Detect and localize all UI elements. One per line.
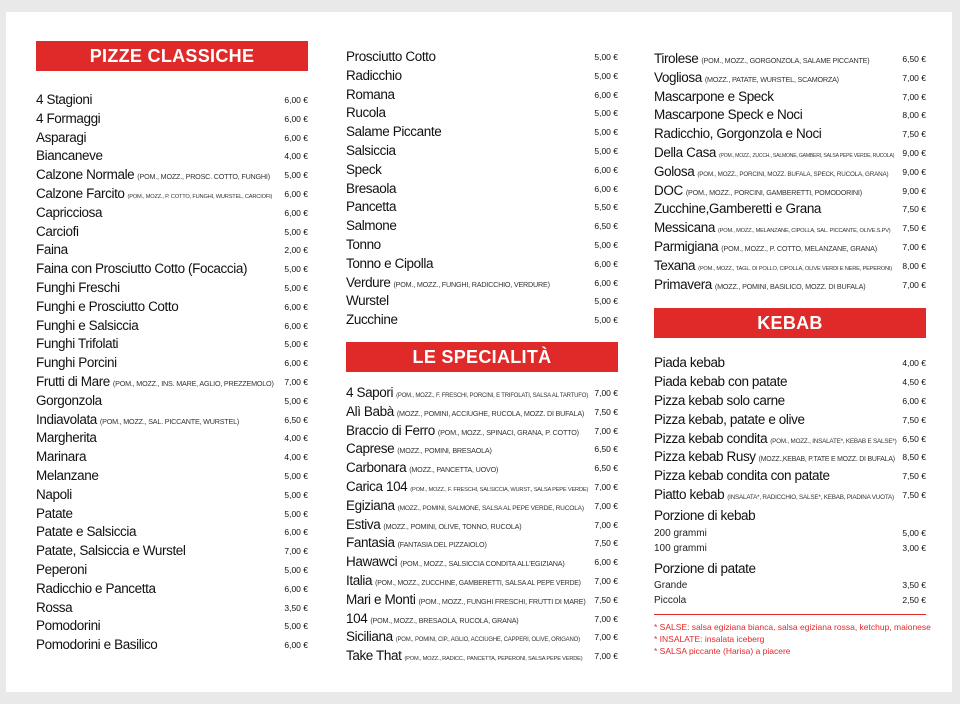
menu-item-description: (MOZZ., POMINI, SALMONE, SALSA AL PEPE VERDE, RUCOLA) [397,504,584,512]
note-salse: * SALSE: salsa egiziana bianca, salsa egiziana rossa, ketchup, maionese [654,622,931,633]
menu-item-price: 7,00 € [902,241,926,252]
menu-item-description: (POM., MOZZ., ZUCCHINE, GAMBERETTI, SALSA AL PEPE VERDE) [375,579,581,587]
menu-item-name: Funghi e Salsiccia [36,317,139,333]
menu-item-name: Marinara [36,449,87,465]
menu-item-price: 6,50 € [594,444,618,455]
menu-item-price: 5,00 € [284,170,308,181]
menu-item-price: 5,00 € [284,395,308,406]
menu-item [346,86,618,105]
menu-item-name: Mascarpone Speck e Noci [654,107,803,123]
menu-item-price: 6,00 € [284,132,308,143]
menu-item [36,429,308,448]
menu-item-name: Peperoni [36,561,87,577]
menu-item-price: 6,50 € [902,433,926,444]
menu-item-name: Funghi Trifolati [36,336,119,352]
menu-item [36,335,308,354]
menu-item-name: Biancaneve [36,148,103,164]
menu-item-name: Faina [36,242,68,258]
menu-item-price: 6,00 € [594,557,618,568]
menu-item-price: 7,50 € [902,471,926,482]
menu-item-description: (MOZZ., POMINI, ACCIUGHE, RUCOLA, MOZZ. DI BUFALA) [396,408,585,418]
menu-item-price: 5,00 € [284,282,308,293]
menu-item-name: Parmigiana [654,238,719,254]
menu-item [36,129,308,148]
kebab-list [654,354,926,504]
menu-item-name: Pizza kebab, patate e olive [654,411,805,427]
menu-item-description: (MOZZ., PANCETTA, UOVO) [409,465,499,475]
menu-item-name: Take That [346,648,402,664]
menu-item-name: Tirolese [654,51,699,66]
menu-item-price: 7,50 € [594,406,618,417]
menu-item-name: Tonno [346,236,381,252]
menu-item [654,373,926,392]
menu-item [36,110,308,129]
porzione-patate-title: Porzione di patate [654,560,756,576]
menu-item-price: 6,00 € [284,113,308,124]
pizze-classiche-continued-list [346,48,618,330]
menu-item-price: 5,00 € [284,508,308,519]
menu-item-price: 7,00 € [594,613,618,624]
menu-item-name: Patate, Salsiccia e Wurstel [36,543,186,559]
menu-item [346,516,618,535]
menu-item [36,599,308,618]
menu-item [346,478,618,497]
menu-item-price: 5,00 € [594,52,618,62]
menu-item-price: 4,50 € [902,377,926,388]
menu-item [654,219,926,238]
menu-item-name: Italia [346,572,373,588]
menu-item-price: 7,50 € [902,414,926,425]
menu-item-name: Alì Babà [346,403,394,419]
menu-item-description: (POM., MOZZ., RADICC., PANCETTA, PEPERONI, SALSA PEPE VERDE) [404,656,583,663]
menu-item-price: 6,00 € [284,95,308,105]
menu-item-name: 4 Formaggi [36,110,101,126]
menu-item-price: 9,00 € [902,147,926,158]
menu-sheet [6,12,952,692]
menu-item [346,104,618,123]
menu-item [346,236,618,255]
menu-item-price: 6,50 € [902,54,926,64]
menu-item-price: 7,00 € [902,72,926,83]
menu-item-name: DOC [654,182,683,198]
menu-item-name: Messicana [654,220,715,236]
menu-item-name: Asparagi [36,129,87,145]
menu-item [346,123,618,142]
menu-item-name: Egiziana [346,497,395,513]
menu-item-name: Radicchio [346,67,402,83]
menu-item-description: (POM., MOZZ., PORCINI, MOZZ. BUFALA, SPECK, RUCOLA, GRANA) [697,170,889,178]
porzione-patate-block [654,560,926,609]
menu-item [654,50,926,69]
menu-item-name: Rucola [346,105,386,121]
menu-item [346,591,618,610]
menu-item-price: 5,00 € [594,145,618,156]
menu-item-name: Vogliosa [654,69,702,85]
menu-item-price: 5,00 € [284,621,308,632]
menu-item-price: 7,00 € [902,279,926,290]
menu-item-name: Zucchine [346,312,398,328]
menu-item [36,241,308,260]
menu-item-name: Rossa [36,599,73,615]
menu-item-price: 4,00 € [284,452,308,463]
menu-item-description: (POM., MOZZ., FUNGHI, RADICCHIO, VERDURE) [393,279,550,289]
menu-item-name: Funghi Freschi [36,279,120,295]
column-left [36,12,308,655]
menu-item-description: (POM., MOZZ., INSALATE*, KEBAB E SALSE*) [770,437,897,445]
menu-item-price: 9,00 € [902,166,926,177]
menu-item-price: 7,50 € [594,594,618,605]
menu-item-price: 6,00 € [284,640,308,651]
menu-item-price: 7,50 € [902,223,926,234]
menu-item-description: (POM., POMINI, CIP., AGLIO, ACCIUGHE, CAPPERI, OLIVE, ORIGANO) [395,637,580,644]
menu-item [346,198,618,217]
menu-item [36,223,308,242]
menu-item-price: 6,00 € [284,301,308,312]
menu-item-name: Frutti di Mare [36,373,110,389]
menu-item-price: 7,00 € [594,519,618,530]
menu-item-name: Piatto kebab [654,486,725,502]
menu-item [654,238,926,257]
menu-item [654,163,926,182]
menu-item-name: Capricciosa [36,204,103,220]
menu-item [346,274,618,293]
menu-item-price: 7,00 € [594,651,618,662]
menu-item-price: 8,00 € [902,260,926,271]
menu-item-name: 104 [346,610,368,626]
menu-item-name: Pomodorini [36,618,101,634]
menu-item-name: Patate e Salsiccia [36,524,137,540]
menu-item-price: 6,50 € [594,221,618,232]
menu-item-price: 6,00 € [284,207,308,218]
menu-item [654,88,926,107]
menu-item-name: Radicchio, Gorgonzola e Noci [654,126,822,142]
menu-item [346,67,618,86]
menu-item [346,459,618,478]
section-banner-pizze-classiche: PIZZE CLASSICHE [36,41,308,71]
menu-item-description: (POM., MOZZ., BRESAOLA, RUCOLA, GRANA) [370,615,519,625]
menu-item-description: (POM., MOZZ., F. FRESCHI, SALSICCIA, WURST., SALSA PEPE VERDE) [410,486,589,493]
menu-item-price: 6,50 € [594,463,618,474]
menu-item-name: Mari e Monti [346,591,416,607]
menu-item [346,553,618,572]
menu-item [346,142,618,161]
menu-item-name: Faina con Prosciutto Cotto (Focaccia) [36,261,248,277]
section-banner-specialita: LE SPECIALITÀ [346,342,618,372]
menu-item [346,403,618,422]
menu-item [36,523,308,542]
menu-item-description: (POM., MOZZ., SALSICCIA CONDITA ALL'EGIZIANA) [400,559,565,569]
menu-item [346,534,618,553]
menu-item-description: (MOZZ., POMINI, OLIVE, TONNO, RUCOLA) [383,521,522,531]
porzione-kebab-row: 100 grammi 3,00 € [654,542,926,554]
menu-item-name: Piada kebab con patate [654,374,788,390]
menu-item-price: 6,00 € [284,320,308,331]
menu-item-name: Tonno e Cipolla [346,255,434,271]
menu-item-name: Della Casa [654,144,717,160]
menu-item-name: Piada kebab [654,355,725,371]
menu-item [36,636,308,655]
menu-item-name: Salmone [346,218,397,234]
menu-item-price: 6,00 € [284,358,308,369]
menu-item-name: Pizza kebab solo carne [654,392,785,408]
menu-item [346,440,618,459]
menu-item [346,572,618,591]
menu-item-name: Calzone Normale [36,167,135,183]
specialita-continued-list [654,50,926,294]
menu-item-price: 7,00 € [594,632,618,643]
menu-item-price: 7,00 € [594,500,618,511]
menu-item-price: 7,50 € [594,538,618,549]
menu-item-price: 4,00 € [284,151,308,162]
specialita-list [346,384,618,666]
menu-item-description: (POM., MOZZ., P. COTTO, FUNGHI, WURSTEL, CARCIOFI) [127,193,273,200]
menu-item-description: (MOZZ.,KEBAB, P.TATE E MOZZ. DI BUFALA) [758,456,895,464]
menu-item-name: Pizza kebab condita con patate [654,468,830,484]
menu-item [654,144,926,163]
menu-item-name: Carbonara [346,460,407,476]
menu-item [346,422,618,441]
menu-item [654,276,926,295]
menu-item-name: 4 Sapori [346,384,394,400]
menu-item [346,255,618,274]
section-banner-kebab: KEBAB [654,308,926,338]
menu-item-description: (MOZZ., POMINI, BRESAOLA) [397,446,492,456]
menu-item-name: Margherita [36,430,97,446]
menu-item-name: Verdure [346,274,391,290]
menu-item-price: 6,00 € [594,164,618,175]
menu-item-description: (MOZZ., POMINI, BASILICO, MOZZ. DI BUFALA) [714,281,866,291]
menu-item [36,147,308,166]
porzione-patate-row: Piccola 2,50 € [654,595,926,607]
menu-item-name: Romana [346,86,395,102]
menu-item-price: 5,00 € [594,296,618,307]
menu-item [36,467,308,486]
menu-item [36,542,308,561]
menu-item-price: 7,00 € [594,575,618,586]
note-insalate: * INSALATE: insalata iceberg [654,634,765,645]
menu-item-name: Speck [346,161,382,177]
menu-item [36,373,308,392]
menu-item-price: 6,50 € [284,414,308,425]
menu-item-price: 6,00 € [594,277,618,288]
menu-item-description: (POM., MOZZ., TAGL. DI POLLO, CIPOLLA, OLIVE VERDI E NERE, PEPERONI) [698,265,892,272]
menu-item-description: (POM., MOZZ., F. FRESCHI, PORCINI, E TRIFOLATI, SALSA AL TARTUFO) [396,392,589,399]
menu-item-name: Mascarpone e Speck [654,88,774,104]
porzione-kebab-title: Porzione di kebab [654,507,756,523]
menu-item [36,505,308,524]
menu-item [346,292,618,311]
menu-item [346,384,618,403]
menu-item [654,467,926,486]
menu-item-name: Caprese [346,441,395,457]
menu-item [36,260,308,279]
menu-item-name: Braccio di Ferro [346,422,435,438]
menu-item-name: Salsiccia [346,142,396,158]
menu-item [36,91,308,110]
menu-item [654,392,926,411]
menu-item-price: 7,00 € [902,91,926,102]
porzione-kebab-row: 200 grammi 5,00 € [654,527,926,539]
menu-item-price: 4,00 € [284,433,308,444]
menu-item-description: (POM., MOZZ., MELANZANE, CIPOLLA, SAL. PICCANTE, OLIVE.S.PV) [717,228,891,235]
menu-item-name: Gorgonzola [36,392,102,408]
menu-item [346,628,618,647]
menu-item-price: 5,00 € [284,226,308,237]
menu-item-price: 5,00 € [284,264,308,275]
menu-item [36,166,308,185]
menu-item-price: 5,00 € [594,127,618,138]
menu-item-name: Prosciutto Cotto [346,49,436,64]
menu-item-price: 6,00 € [594,183,618,194]
menu-item-description: (POM., MOZZ., PROSC. COTTO, FUNGHI) [137,172,270,182]
menu-item-description: (POM., MOZZ., ZUCCH., SALMONE, GAMBERI, SALSA PEPE VERDE, RUCOLA) [719,152,895,159]
menu-item-description: (POM., MOZZ., INS. MARE, AGLIO, PREZZEMOLO) [112,378,274,388]
menu-item-name: Fantasia [346,535,395,551]
menu-item-description: (POM., MOZZ., FUNGHI FRESCHI, FRUTTI DI MARE) [418,596,586,606]
menu-item [654,257,926,276]
note-salsa-piccante: * SALSA piccante (Harisa) a piacere [654,646,791,657]
menu-item [36,317,308,336]
menu-item-price: 7,50 € [902,204,926,215]
menu-item [346,217,618,236]
menu-item [654,200,926,219]
menu-item [36,392,308,411]
menu-item-price: 7,50 € [902,129,926,140]
menu-item [36,411,308,430]
menu-item-name: Primavera [654,276,712,292]
menu-item-description: (INSALATA*, RADICCHIO, SALSE*, KEBAB, PIADINA VUOTA) [727,493,894,501]
menu-item-name: Radicchio e Pancetta [36,580,156,596]
menu-item [36,561,308,580]
menu-item [346,647,618,666]
menu-item-price: 6,00 € [284,188,308,199]
menu-item-description: (POM., MOZZ., SPINACI, GRANA, P. COTTO) [437,427,579,437]
menu-item-description: (MOZZ., PATATE, WURSTEL, SCAMORZA) [704,74,839,84]
menu-item [654,411,926,430]
menu-item-price: 7,00 € [284,376,308,387]
porzione-patate-row: Grande 3,50 € [654,580,926,592]
menu-item-name: Pizza kebab Rusy [654,449,756,465]
menu-item [36,617,308,636]
menu-item [346,48,618,67]
menu-item-name: Indiavolata [36,411,97,427]
menu-item-description: (POM., MOZZ., P. COTTO, MELANZANE, GRANA) [721,243,877,253]
menu-item-price: 2,00 € [284,245,308,256]
menu-item-price: 7,00 € [594,481,618,492]
menu-item-name: 4 Stagioni [36,92,93,107]
sauce-notes [654,614,931,657]
menu-item [654,430,926,449]
menu-item [346,180,618,199]
menu-item-name: Funghi e Prosciutto Cotto [36,298,179,314]
menu-item-name: Carciofi [36,223,79,239]
menu-item [36,298,308,317]
column-middle [346,12,618,666]
menu-item-name: Patate [36,505,73,521]
menu-item-price: 6,00 € [284,527,308,538]
menu-item [346,161,618,180]
porzione-kebab-block [654,507,926,556]
pizze-classiche-list [36,91,308,655]
menu-item-price: 5,00 € [284,470,308,481]
menu-item [654,125,926,144]
menu-item-name: Bresaola [346,180,397,196]
menu-item-name: Carica 104 [346,478,408,494]
menu-item [654,106,926,125]
menu-item-price: 5,50 € [594,202,618,213]
menu-item-name: Hawawci [346,554,398,570]
menu-item-price: 7,50 € [902,489,926,500]
menu-item-price: 5,00 € [594,70,618,81]
menu-item-name: Calzone Farcito [36,185,125,201]
menu-item-name: Zucchine,Gamberetti e Grana [654,201,822,217]
menu-item [36,354,308,373]
menu-item-description: (FANTASIA DEL PIZZAIOLO) [397,540,487,550]
menu-item-description: (POM., MOZZ., GORGONZOLA, SALAME PICCANTE) [701,56,870,65]
menu-item-name: Melanzane [36,467,99,483]
menu-item-name: Napoli [36,486,72,502]
menu-item-price: 7,00 € [284,546,308,557]
menu-item-name: Texana [654,257,696,273]
menu-item-price: 6,00 € [594,258,618,269]
menu-item-price: 5,00 € [594,239,618,250]
menu-item [654,448,926,467]
menu-item [36,185,308,204]
menu-item [654,182,926,201]
menu-item [654,354,926,373]
menu-item [36,204,308,223]
menu-item-description: (POM., MOZZ., PORCINI, GAMBERETTI, POMODORINI) [685,187,862,197]
menu-item [654,69,926,88]
menu-item-name: Funghi Porcini [36,355,117,371]
menu-item [346,311,618,330]
menu-item-name: Pancetta [346,199,397,215]
menu-item [36,580,308,599]
menu-item [654,486,926,505]
menu-item-price: 8,50 € [902,452,926,463]
menu-item [346,610,618,629]
menu-item-price: 6,00 € [594,89,618,100]
menu-item-price: 7,00 € [594,387,618,398]
menu-item-price: 8,00 € [902,110,926,121]
menu-item-name: Salame Piccante [346,124,442,140]
menu-item-price: 6,00 € [902,395,926,406]
menu-item-price: 5,00 € [594,108,618,119]
menu-item-name: Wurstel [346,293,389,309]
menu-item-price: 5,00 € [284,489,308,500]
menu-item-price: 7,00 € [594,425,618,436]
menu-item-description: (POM., MOZZ., SAL. PICCANTE, WURSTEL) [99,416,240,426]
menu-item [36,448,308,467]
menu-item [346,497,618,516]
menu-item-name: Pizza kebab condita [654,430,768,446]
menu-item-price: 3,50 € [284,602,308,613]
menu-item-price: 5,00 € [284,564,308,575]
column-right [654,12,931,657]
menu-item-name: Golosa [654,163,695,179]
menu-item-price: 4,00 € [902,358,926,369]
menu-item-price: 5,00 € [594,315,618,326]
menu-item-price: 5,00 € [284,339,308,350]
menu-item [36,486,308,505]
menu-item-name: Siciliana [346,629,393,645]
menu-item-name: Pomodorini e Basilico [36,637,158,653]
menu-item-price: 9,00 € [902,185,926,196]
menu-item-price: 6,00 € [284,583,308,594]
menu-item [36,279,308,298]
menu-item-name: Estiva [346,516,381,532]
